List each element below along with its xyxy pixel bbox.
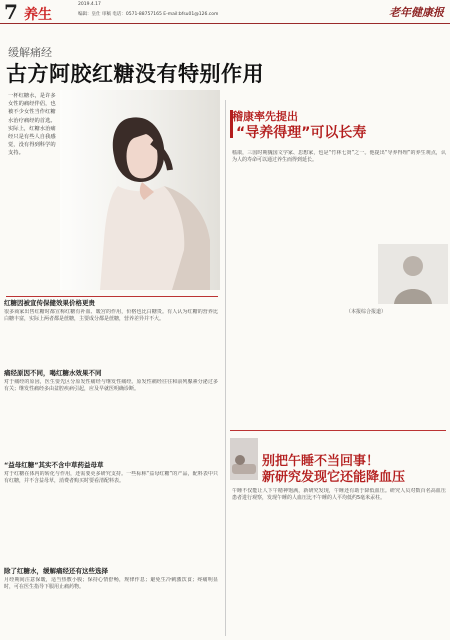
section-body-4: 月经期间注意保暖，适当热敷小腹；保持心情舒畅，规律作息；避免生冷刺激饮食；疼痛明显时，可在医生指导下服用止痛药物。	[4, 577, 218, 591]
article-lead: 一杯红糖水，是许多女性的痛经伴侣，也被不少女性当作红糖水治疗痛经的首选。实际上，红糖水治痛经只是有些人自我感觉，没有得到科学的支持。	[8, 93, 56, 157]
section-heading-2: 痛经原因不同，喝红糖水效果不同	[4, 369, 102, 377]
article2-body: 嵇康，三国时期魏国文学家、思想家，也是“竹林七贤”之一。他提出“导养得理”的养生观点，认为人的寿命可以通过养生而得到延长。	[232, 150, 446, 164]
article-kicker: 缓解痛经	[8, 46, 52, 59]
page-header	[0, 0, 450, 24]
article3-headline-line2: 新研究发现它还能降血压	[262, 470, 406, 485]
section-name: 养生	[24, 7, 52, 23]
section-body-2: 对于痛经的原因，医生要先区分原发性痛经与继发性痛经。原发性痛经往往和前列腺素分泌过多有关；继发性痛经多由盆腔疾病引起，应及早就医明确诊断。	[4, 379, 218, 393]
sleeping-person-photo	[230, 438, 258, 480]
woman-photo	[60, 90, 220, 290]
column-divider	[225, 100, 226, 636]
article3-body: 午睡不仅能让人下午精神饱满，新研究发现，午睡还有助于降低血压。研究人员对数百名高血压患者进行观察，发现午睡的人血压比不午睡的人平均低约5毫米汞柱。	[232, 488, 446, 502]
section-heading-4: 除了红糖水，缓解痛经还有这些选择	[4, 567, 108, 575]
portrait-figure-icon	[378, 244, 448, 304]
sleeping-icon	[230, 438, 258, 480]
section-body-1: 很多商家出售红糖时都宣称红糖有补血、暖宫的作用，价格也比白糖贵。有人认为红糖的营养比白糖丰富，实际上两者都是蔗糖，主要成分都是蔗糖，营养差异并不大。	[4, 309, 218, 323]
woman-silhouette-icon	[60, 90, 220, 290]
section-heading-1: 红糖因被宣传保健效果价格更贵	[4, 299, 95, 307]
article2-credit: （本报综合报道）	[346, 309, 387, 315]
issue-date: 2019.4.17	[78, 2, 101, 7]
portrait-image	[378, 244, 448, 304]
article-divider	[230, 430, 446, 431]
section-body-3: 对于红糖在体内的转化与作用，还需要更多研究支持。一些标称“益母红糖”的产品，配料表中只有红糖，并不含益母草，消费者购买时要看清配料表。	[4, 471, 218, 485]
section-divider	[6, 296, 218, 297]
article2-headline-line1: 稽康率先提出	[232, 110, 298, 123]
section-heading-3: “益母红糖”其实不含中草药益母草	[4, 461, 104, 469]
article3-headline-line1: 别把午睡不当回事！	[262, 454, 380, 469]
page-number: 7	[4, 0, 18, 24]
editor-line: 编辑：皇仕 审稿 电话：0571-88757165 E-mail:bfsu01@126.com	[78, 12, 219, 17]
article-headline: 古方阿胶红糖没有特别作用	[6, 62, 264, 86]
article2-headline-line2: “导养得理”可以长寿	[236, 125, 367, 141]
newspaper-masthead: 老年健康报	[389, 6, 444, 19]
